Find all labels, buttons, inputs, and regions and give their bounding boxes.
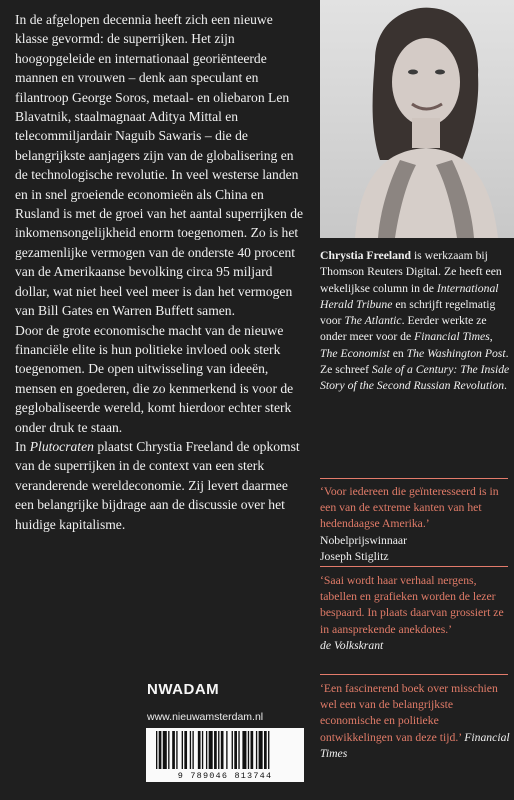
quote-source: Financial Times	[320, 730, 510, 760]
blurb-paragraph-2: Door de grote economische macht van de nieuwe financiële elite is hun politieke invloed ook sterk toegenomen. De open uitwisseling van ideeën, mensen en goederen, die zo kenmerkend is voor de geglobaliseerde wereld, komt hierdoor echter sterk onder druk te staan.	[15, 322, 294, 435]
barcode-bar	[163, 731, 167, 769]
barcode-bar	[176, 731, 177, 769]
barcode-bar	[156, 731, 157, 769]
bio-text-4: ,	[489, 330, 493, 344]
blurb-paragraph-1: In de afgelopen decennia heeft zich een nieuwe klasse gevormd: de superrijken. Het zijn hoogopgeleide en internationaal georiënteerde mannen en vrouwen – denk aan speculant en filantroop George Soros, metaal- en oliebaron Len Blavatnik, staalmagnaat Aditya Mittal en telecommiljardair Naguib Sawaris – die de belangrijkste aanjagers zijn van de globalisering en de technologische revolutie. In veel westerse landen en in snel groeiende economieën als China en Rusland is met de groei van het aantal superrijken de inkomensongelijkheid enorm toegenomen. Zo is het gezamenlijke vermogen van de onderste 40 procent van de Amerikaanse bevolking circa 95 miljard dollar, wat niet heel veel meer is dan het vermogen van Bill Gates en Warren Buffett samen.	[15, 12, 304, 319]
quote-source: de Volkskrant	[320, 638, 384, 652]
quote-attribution-role: Nobelprijswinnaar	[320, 533, 407, 547]
author-name: Chrystia Freeland	[320, 249, 412, 262]
barcode-bar	[259, 731, 263, 769]
bio-text-1: is werkzaam bij Thomson Reuters Digital. Ze heeft een wekelijkse column in de	[320, 249, 502, 295]
quote-text: ‘Saai wordt haar verhaal nergens, tabellen en grafieken worden de lezer bespaard. In plaats daarvan grossiert ze in aansprekende anekdotes.’	[320, 574, 504, 636]
barcode-bar	[190, 731, 191, 769]
bio-text-6: . Ze schreef	[320, 346, 509, 377]
barcode-bar	[218, 731, 219, 769]
review-quote-2	[320, 573, 512, 654]
quote-text: ‘Voor iedereen die geïnteresseerd is in een van de extreme kanten van het hedendaagse Amerika.’	[320, 485, 499, 531]
author-photo	[320, 0, 514, 238]
bio-italic-2: The Atlantic	[344, 314, 402, 328]
quote-attribution-name: Joseph Stiglitz	[320, 549, 389, 563]
barcode-bar	[172, 731, 175, 769]
review-quote-3	[320, 681, 512, 762]
blurb-p3-pre: In	[15, 438, 30, 454]
bio-text-2: en schrijft regelmatig voor	[320, 297, 496, 328]
divider-3	[320, 674, 508, 675]
barcode-bar	[206, 731, 207, 769]
barcode-bar	[221, 731, 224, 769]
blurb-text	[15, 10, 305, 534]
bio-italic-4: The Economist	[320, 346, 390, 360]
barcode-bar	[264, 731, 267, 769]
divider-2	[320, 566, 508, 567]
divider-1	[320, 478, 508, 479]
barcode-bar	[184, 731, 187, 769]
bio-text-5: en	[389, 346, 407, 360]
isbn-number: 9 789046 813744	[177, 771, 273, 781]
barcode-bar	[232, 731, 233, 769]
barcode-bar	[248, 731, 249, 769]
barcode-bar	[238, 731, 239, 769]
bio-italic-1: International Herald Tribune	[320, 281, 499, 311]
barcode-bar	[168, 731, 169, 769]
author-bio	[320, 248, 510, 395]
barcode-bar	[159, 731, 162, 769]
bio-italic-5: The Washington Post	[406, 346, 506, 360]
barcode-bar	[256, 731, 257, 769]
review-quote-1	[320, 484, 512, 565]
barcode-bar	[251, 731, 254, 769]
bio-text-3: . Eerder werkte ze onder meer voor de	[320, 314, 487, 344]
barcode-bar	[242, 731, 246, 769]
bio-italic-6: Sale of a Century: The Inside Story of the Second Russian Revolution	[320, 363, 510, 393]
barcode-bar	[268, 731, 269, 769]
publisher-website: www.nieuwamsterdam.nl	[147, 711, 264, 723]
bio-text-7: .	[504, 379, 507, 393]
book-title-inline: Plutocraten	[29, 438, 94, 454]
barcode-bar	[182, 731, 183, 769]
barcode-bar	[209, 731, 213, 769]
barcode-bar	[234, 731, 237, 769]
barcode-bar	[226, 731, 227, 769]
bio-italic-3: Financial Times	[414, 330, 490, 344]
blurb-paragraph-3	[15, 437, 305, 534]
barcode-bar	[214, 731, 217, 769]
publisher-logo: NWADAM	[147, 681, 220, 698]
barcode-bar	[202, 731, 203, 769]
barcode-bar	[198, 731, 201, 769]
isbn-barcode	[146, 728, 304, 782]
barcode-bar	[192, 731, 193, 769]
blurb-p3-post: plaatst Chrystia Freeland de opkomst van de superrijken in de context van een sterk veranderende wereldeconomie. Zij levert daarmee een belangrijke bijdrage aan de discussie over het huidige kapitalisme.	[15, 438, 300, 532]
quote-text: ‘Een fascinerend boek over misschien wel een van de belangrijkste economische en politieke ontwikkelingen van deze tijd.’	[320, 682, 498, 744]
